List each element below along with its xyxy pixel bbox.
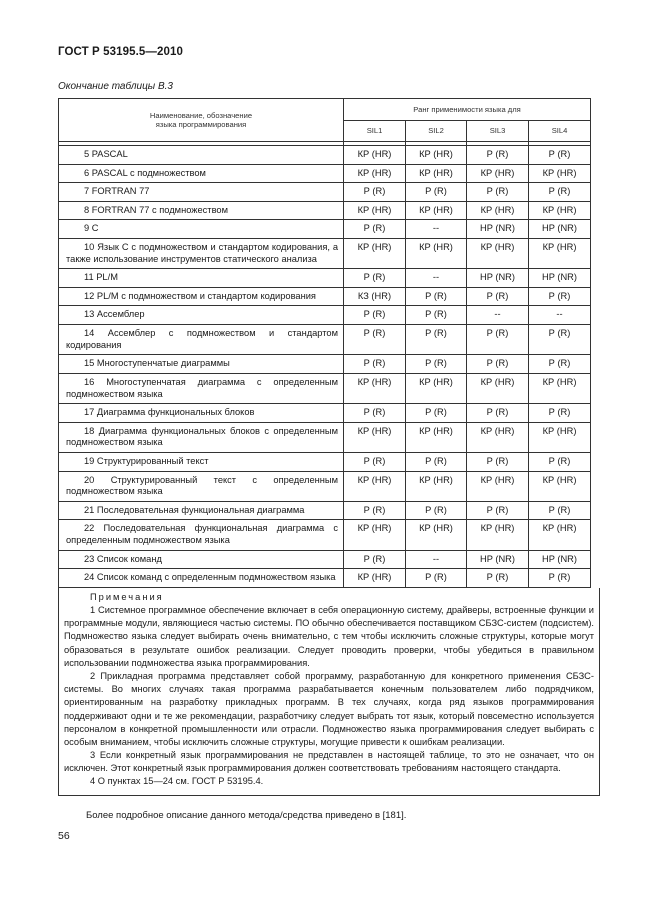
sil3-rank-cell: Р (R) — [467, 325, 529, 355]
sil1-rank-cell: КР (HR) — [344, 569, 406, 588]
sil2-rank-cell: КР (HR) — [406, 239, 467, 269]
table-row — [59, 550, 591, 569]
sil1-rank-cell: КР (HR) — [344, 373, 406, 403]
language-name: 13 Ассемблер — [84, 309, 145, 320]
sil3-rank-cell: HP (NR) — [467, 220, 529, 239]
sil4-rank-cell: КР (HR) — [529, 471, 591, 501]
sil3-rank-cell: Р (R) — [467, 501, 529, 520]
language-name-cell — [59, 422, 344, 452]
sil3-rank-cell: Р (R) — [467, 355, 529, 374]
sil2-rank-cell: Р (R) — [406, 452, 467, 471]
table-row — [59, 569, 591, 588]
sil4-rank-cell: HP (NR) — [529, 269, 591, 288]
sil4-rank-cell: Р (R) — [529, 452, 591, 471]
method-reference-text: Более подробное описание данного метода/средства приведено в [181]. — [86, 810, 407, 821]
sil3-rank-cell: КР (HR) — [467, 201, 529, 220]
sil4-rank-cell: Р (R) — [529, 404, 591, 423]
sil1-rank-cell: Р (R) — [344, 183, 406, 202]
sil2-rank-cell: КР (HR) — [406, 520, 467, 550]
sil1-rank-cell: КР (HR) — [344, 239, 406, 269]
sil4-rank-cell: HP (NR) — [529, 220, 591, 239]
sil3-rank-cell: КР (HR) — [467, 164, 529, 183]
sil4-rank-cell: КР (HR) — [529, 422, 591, 452]
language-name: 11 PL/M — [84, 272, 118, 283]
language-name: 18 Диаграмма функциональных блоков с определенным подмножеством языка — [66, 425, 338, 448]
language-name-cell — [59, 452, 344, 471]
language-name: 6 PASCAL с подмножеством — [84, 167, 206, 178]
sil2-rank-cell: Р (R) — [406, 287, 467, 306]
sil3-rank-cell: -- — [467, 306, 529, 325]
language-name-cell — [59, 269, 344, 288]
sil2-rank-cell: Р (R) — [406, 355, 467, 374]
sil1-rank-cell: Р (R) — [344, 325, 406, 355]
table-row — [59, 325, 591, 355]
sil3-rank-cell: Р (R) — [467, 183, 529, 202]
sil2-rank-cell: Р (R) — [406, 501, 467, 520]
column-header-name: Наименование, обозначение языка программирования — [59, 99, 344, 142]
language-name: 12 PL/M с подмножеством и стандартом кодирования — [84, 290, 316, 301]
sil3-rank-cell: КР (HR) — [467, 373, 529, 403]
table-row — [59, 306, 591, 325]
language-name: 20 Структурированный текст с определенным подмножеством языка — [66, 474, 338, 497]
sil2-rank-cell: КР (HR) — [406, 422, 467, 452]
language-name: 22 Последовательная функциональная диаграмма с определенным подмножеством языка — [66, 523, 338, 546]
sil2-rank-cell: -- — [406, 550, 467, 569]
language-name: 17 Диаграмма функциональных блоков — [84, 407, 255, 418]
language-name-cell — [59, 146, 344, 165]
table-notes — [58, 588, 600, 796]
sil3-rank-cell: КР (HR) — [467, 520, 529, 550]
table-row — [59, 220, 591, 239]
sil2-rank-cell: Р (R) — [406, 325, 467, 355]
table-row — [59, 201, 591, 220]
sil1-rank-cell: Р (R) — [344, 501, 406, 520]
sil4-rank-cell: Р (R) — [529, 355, 591, 374]
sil1-rank-cell: КР (HR) — [344, 201, 406, 220]
language-name-cell — [59, 373, 344, 403]
sil3-rank-cell: КР (HR) — [467, 422, 529, 452]
sil2-rank-cell: Р (R) — [406, 404, 467, 423]
sil3-rank-cell: Р (R) — [467, 146, 529, 165]
language-name: 24 Список команд с определенным подмножеством языка — [84, 572, 336, 583]
table-row — [59, 404, 591, 423]
sil3-rank-cell: КР (HR) — [467, 471, 529, 501]
sil2-rank-cell: КР (HR) — [406, 201, 467, 220]
language-name-cell — [59, 201, 344, 220]
sil1-rank-cell: Р (R) — [344, 404, 406, 423]
sil1-rank-cell: Р (R) — [344, 269, 406, 288]
table-row — [59, 146, 591, 165]
language-name-cell — [59, 520, 344, 550]
table-row — [59, 269, 591, 288]
sil2-rank-cell: КР (HR) — [406, 373, 467, 403]
language-name-cell — [59, 183, 344, 202]
sil4-rank-cell: Р (R) — [529, 501, 591, 520]
sil2-rank-cell: КР (HR) — [406, 471, 467, 501]
language-name-cell — [59, 164, 344, 183]
language-name: 10 Язык С с подмножеством и стандартом кодирования, а также использование инструментов статического анализа — [66, 242, 338, 264]
language-name: 21 Последовательная функциональная диаграмма — [84, 504, 305, 515]
document-code: ГОСТ Р 53195.5—2010 — [58, 46, 183, 58]
sil3-rank-cell: Р (R) — [467, 569, 529, 588]
language-name: 19 Структурированный текст — [84, 455, 209, 466]
sil4-rank-cell: Р (R) — [529, 287, 591, 306]
sil2-rank-cell: -- — [406, 220, 467, 239]
sil1-rank-cell: Р (R) — [344, 550, 406, 569]
table-row — [59, 422, 591, 452]
sil1-rank-cell: КР (HR) — [344, 422, 406, 452]
note-1: 1 Системное программное обеспечение включает в себя операционную систему, драйверы, встроенные функции и программные модули, являющиеся частью системы. ПО обычно обеспечивается поставщиком СБЗС-систем (подсистем). Подмножество языка следует выбирать очень внимательно, с тем чтобы исключить сложные структуры, которые могут образоваться в результате ошибок реализации. Следует проводить проверки, чтобы убедиться в правильном использовании подмножества языка программирования. — [64, 605, 594, 668]
sil2-rank-cell: Р (R) — [406, 569, 467, 588]
page-number: 56 — [58, 830, 70, 842]
language-name: 14 Ассемблер с подмножеством и стандартом кодирования — [66, 328, 338, 350]
sil4-rank-cell: -- — [529, 306, 591, 325]
sil1-rank-cell: КР (HR) — [344, 471, 406, 501]
language-name-cell — [59, 306, 344, 325]
table-row — [59, 183, 591, 202]
language-name-cell — [59, 287, 344, 306]
sil1-rank-cell: Р (R) — [344, 355, 406, 374]
language-name-cell — [59, 220, 344, 239]
language-name: 15 Многоступенчатые диаграммы — [84, 358, 230, 369]
language-name: 7 FORTRAN 77 — [84, 186, 150, 197]
sil3-rank-cell: HP (NR) — [467, 550, 529, 569]
language-name-cell — [59, 550, 344, 569]
sil2-rank-cell: -- — [406, 269, 467, 288]
notes-title: Примечания — [90, 591, 164, 602]
sil2-rank-cell: Р (R) — [406, 306, 467, 325]
note-2: 2 Прикладная программа представляет собой программу, разработанную для конкретного применения СБЗС-системы. Во многих случаях такая программа разрабатывается конечным пользователем либо подрядчиком, ориентированным на разработку прикладных программ. В тех случаях, когда ряд языков программирования поддерживают одни и те же рекомендации, разработчику следует выбрать тот язык, который повсеместно используется персоналом в конкретной промышленности или отрасли. Подмножество языка программирования следует выбирать с особым вниманием, чтобы исключить сложные структуры, могущие привести к ошибкам реализации. — [64, 670, 594, 747]
table-container — [58, 98, 594, 796]
sil4-rank-cell: Р (R) — [529, 146, 591, 165]
table-row — [59, 471, 591, 501]
sil3-rank-cell: Р (R) — [467, 404, 529, 423]
language-name: 8 FORTRAN 77 с подмножеством — [84, 204, 228, 215]
table-row — [59, 355, 591, 374]
sil4-rank-cell: Р (R) — [529, 569, 591, 588]
sil4-rank-cell: КР (HR) — [529, 201, 591, 220]
sil4-rank-cell: КР (HR) — [529, 520, 591, 550]
column-header-rank: Ранг применимости языка для — [344, 99, 591, 121]
sil4-rank-cell: Р (R) — [529, 183, 591, 202]
language-name: 16 Многоступенчатая диаграмма с определенным подмножеством языка — [66, 376, 338, 399]
sil3-rank-cell: HP (NR) — [467, 269, 529, 288]
column-header-sil1: SIL1 — [344, 121, 406, 142]
column-header-sil2: SIL2 — [406, 121, 467, 142]
sil1-rank-cell: КР (HR) — [344, 164, 406, 183]
table-row — [59, 501, 591, 520]
sil4-rank-cell: КР (HR) — [529, 239, 591, 269]
sil1-rank-cell: КР (HR) — [344, 520, 406, 550]
sil1-rank-cell: Р (R) — [344, 220, 406, 239]
language-name: 9 С — [84, 223, 99, 234]
language-name-cell — [59, 404, 344, 423]
sil2-rank-cell: КР (HR) — [406, 164, 467, 183]
language-name-cell — [59, 501, 344, 520]
sil3-rank-cell: КР (HR) — [467, 239, 529, 269]
language-name-cell — [59, 239, 344, 269]
language-name: 23 Список команд — [84, 553, 162, 564]
sil4-rank-cell: КР (HR) — [529, 373, 591, 403]
sil2-rank-cell: КР (HR) — [406, 146, 467, 165]
language-name-cell — [59, 355, 344, 374]
sil1-rank-cell: Р (R) — [344, 452, 406, 471]
sil2-rank-cell: Р (R) — [406, 183, 467, 202]
table-row — [59, 373, 591, 403]
table-row — [59, 239, 591, 269]
table-row — [59, 452, 591, 471]
column-header-sil4: SIL4 — [529, 121, 591, 142]
language-name: 5 PASCAL — [84, 149, 128, 159]
sil3-rank-cell: Р (R) — [467, 287, 529, 306]
table-caption: Окончание таблицы В.3 — [58, 81, 173, 92]
sil1-rank-cell: Р (R) — [344, 306, 406, 325]
table-row — [59, 520, 591, 550]
sil4-rank-cell: Р (R) — [529, 325, 591, 355]
language-name-cell — [59, 325, 344, 355]
sil1-rank-cell: КЗ (HR) — [344, 287, 406, 306]
table-body — [59, 142, 591, 588]
language-applicability-table — [58, 98, 591, 588]
note-4: 4 О пунктах 15—24 см. ГОСТ Р 53195.4. — [90, 776, 264, 787]
table-row — [59, 287, 591, 306]
language-name-cell — [59, 569, 344, 588]
table-row — [59, 164, 591, 183]
sil4-rank-cell: КР (HR) — [529, 164, 591, 183]
sil1-rank-cell: КР (HR) — [344, 146, 406, 165]
column-header-sil3: SIL3 — [467, 121, 529, 142]
language-name-cell — [59, 471, 344, 501]
sil3-rank-cell: Р (R) — [467, 452, 529, 471]
sil4-rank-cell: HP (NR) — [529, 550, 591, 569]
note-3: 3 Если конкретный язык программирования не представлен в настоящей таблице, то это не означает, что он исключен. Этот конкретный язык программирования должен соответствовать требованиям настоящего стандарта. — [64, 750, 594, 774]
